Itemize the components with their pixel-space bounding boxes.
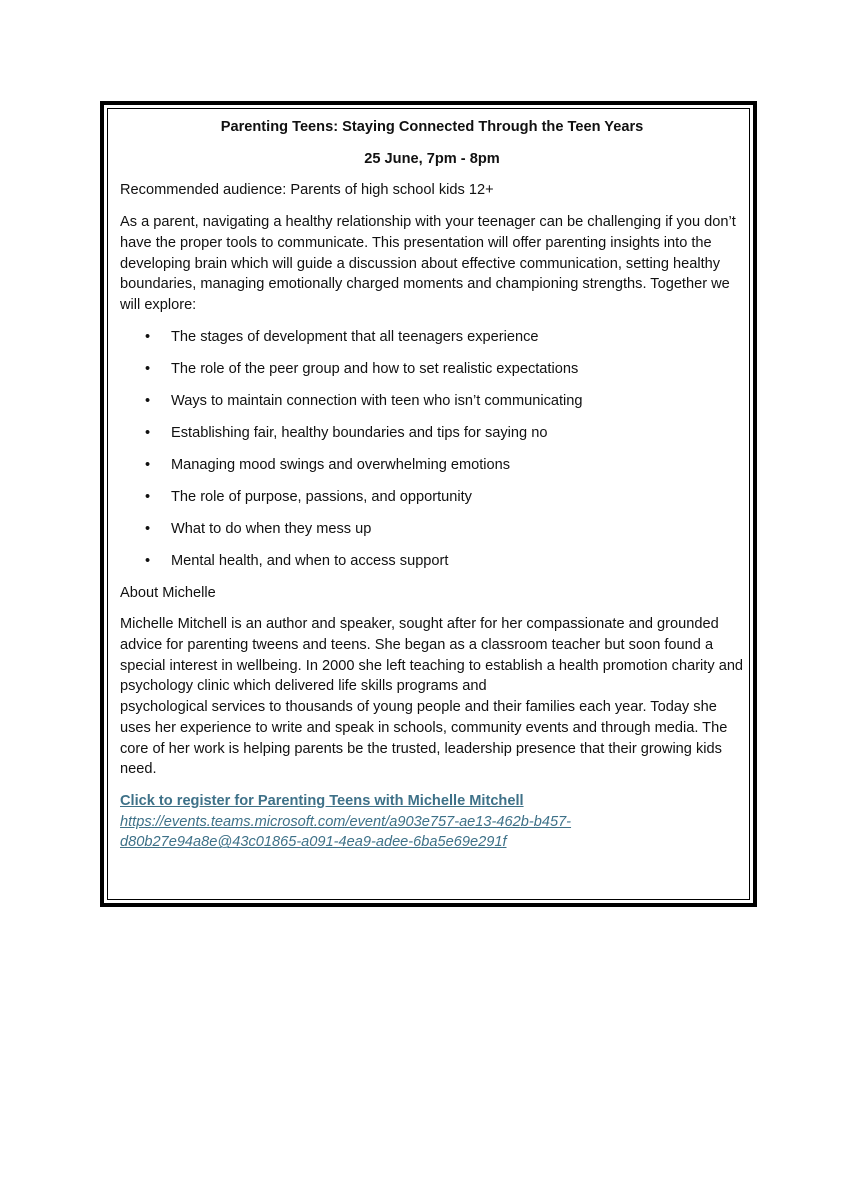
- flyer-inner-border: [107, 108, 750, 900]
- bullet-icon: •: [145, 424, 151, 441]
- list-item: [120, 519, 744, 540]
- list-item: [120, 455, 744, 476]
- list-item: [120, 359, 744, 380]
- register-link[interactable]: Click to register for Parenting Teens with Michelle Mitchell: [120, 792, 524, 809]
- topic-text: The stages of development that all teenagers experience: [171, 328, 539, 345]
- bio-paragraph: [120, 614, 744, 780]
- topic-text: The role of purpose, passions, and opportunity: [171, 488, 472, 505]
- list-item: [120, 551, 744, 572]
- bullet-icon: •: [145, 456, 151, 473]
- flyer-border: [100, 101, 757, 907]
- about-heading: About Michelle: [120, 584, 216, 601]
- flyer-content: [120, 117, 744, 853]
- audience-text: Recommended audience: Parents of high school kids 12+: [120, 182, 494, 199]
- list-item: [120, 391, 744, 412]
- bullet-icon: •: [145, 392, 151, 409]
- bullet-icon: •: [145, 360, 151, 377]
- register-url-line2[interactable]: d80b27e94a8e@43c01865-a091-4ea9-adee-6ba5e69e291f: [120, 834, 507, 851]
- topic-text: Ways to maintain connection with teen who isn’t communicating: [171, 392, 583, 409]
- event-title: Parenting Teens: Staying Connected Through the Teen Years: [220, 119, 644, 135]
- topic-text: What to do when they mess up: [171, 520, 372, 537]
- bullet-icon: •: [145, 552, 151, 569]
- bio-text-part1: Michelle Mitchell is an author and speaker, sought after for her compassionate and grounded advice for parenting tweens and teens. She began as a classroom teacher but soon found a special interest in wellbeing. In 2000 she left teaching to establish a health promotion charity and psychology clinic which delivered life skills programs and: [120, 616, 744, 695]
- event-date: 25 June, 7pm - 8pm: [364, 150, 500, 167]
- bio-text-part2: psychological services to thousands of young people and their families each year. Today she uses her experience to write and speak in schools, community events and through media. The core of her work is helping parents be the trusted, leadership presence that their growing kids need.: [120, 699, 728, 778]
- list-item: [120, 423, 744, 444]
- topic-text: Managing mood swings and overwhelming emotions: [171, 456, 511, 473]
- registration-block: [120, 791, 744, 853]
- topic-text: Mental health, and when to access support: [171, 552, 449, 569]
- topic-list: [120, 327, 744, 572]
- list-item: [120, 487, 744, 508]
- list-item: [120, 327, 744, 348]
- bullet-icon: •: [145, 520, 151, 537]
- bullet-icon: •: [145, 488, 151, 505]
- topic-text: Establishing fair, healthy boundaries and tips for saying no: [171, 424, 548, 441]
- topic-text: The role of the peer group and how to set realistic expectations: [171, 360, 579, 377]
- intro-paragraph: As a parent, navigating a healthy relationship with your teenager can be challenging if you don’t have the proper tools to communicate. This presentation will offer parenting insights into the developing brain which will guide a discussion about effective communication, setting healthy boundaries, managing emotionally charged moments and championing strengths. Together we will explore:: [120, 214, 736, 313]
- register-url-line1[interactable]: https://events.teams.microsoft.com/event/a903e757-ae13-462b-b457-: [120, 813, 572, 830]
- bullet-icon: •: [145, 328, 151, 345]
